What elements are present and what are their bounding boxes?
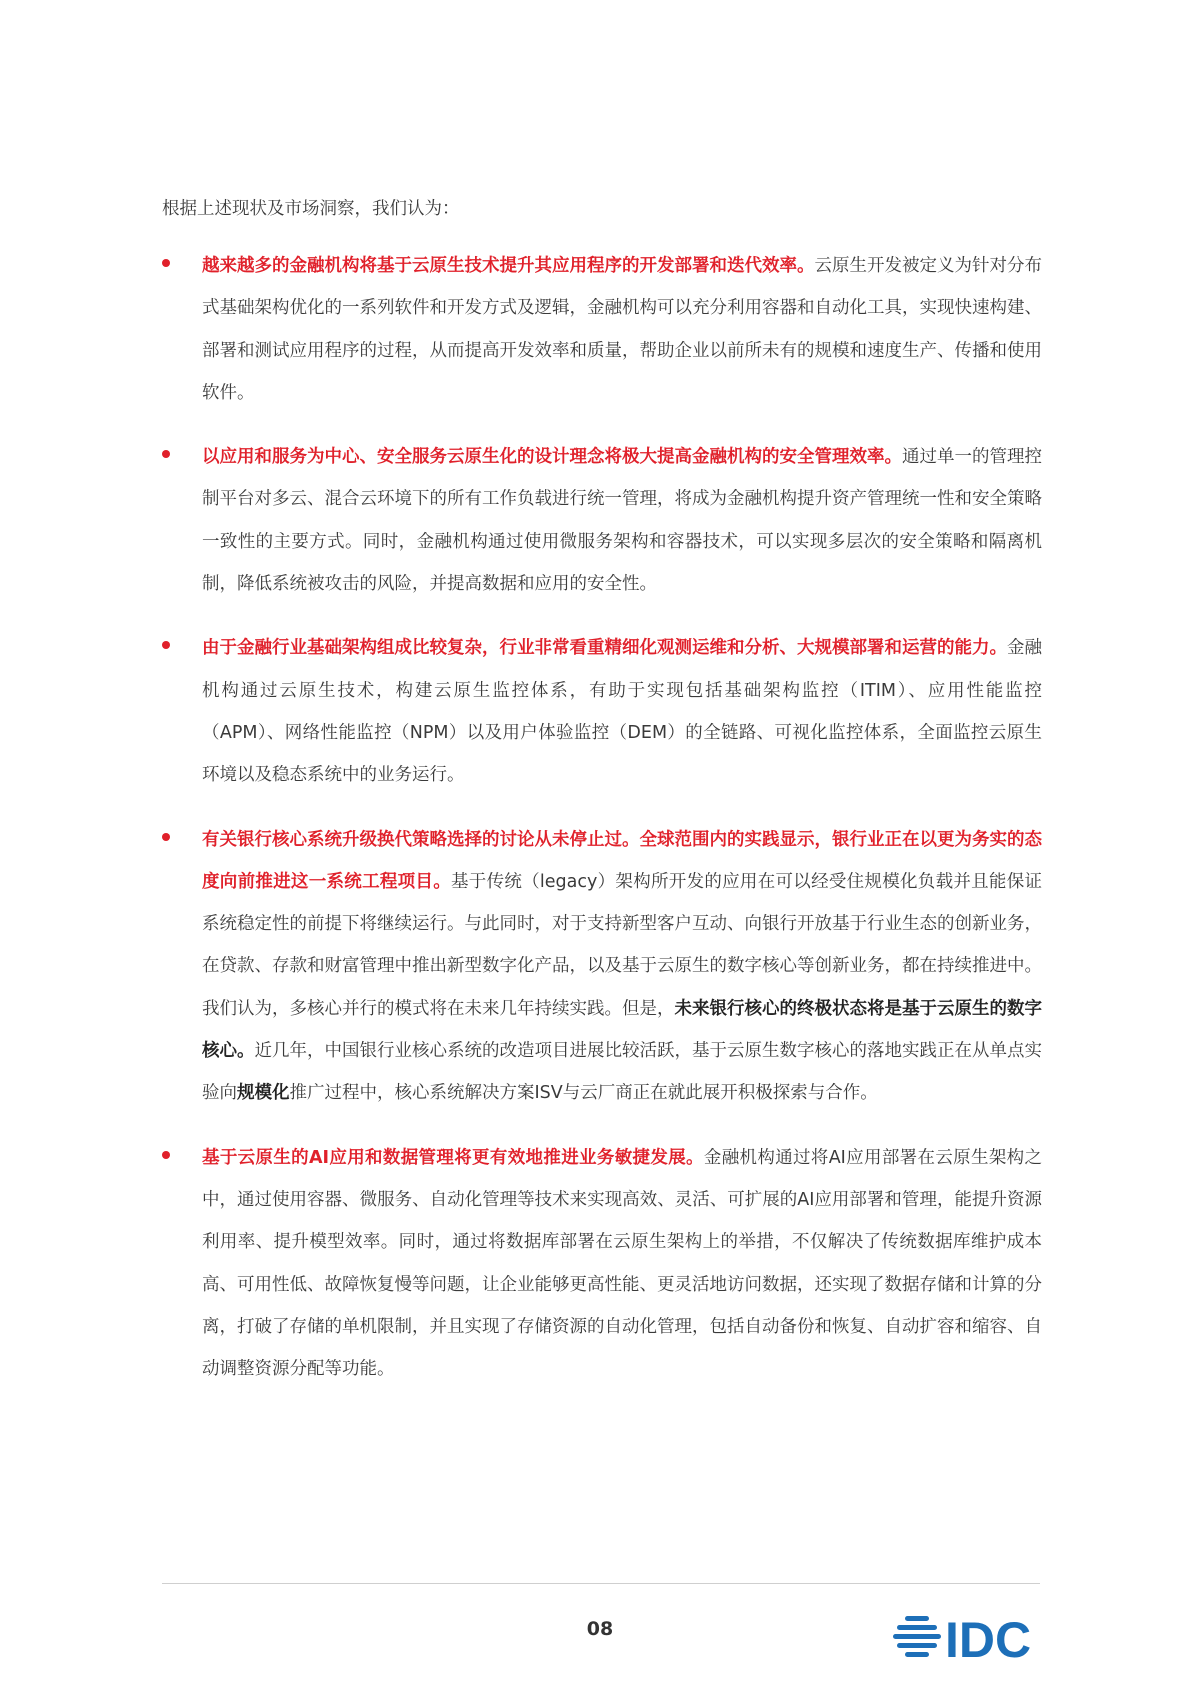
bullet-lead: 以应用和服务为中心、安全服务云原生化的设计理念将极大提高金融机构的安全管理效率。 [202,447,902,468]
bullet-emphasis: 规模化 [237,1083,290,1104]
bullet-body: 基于传统（legacy）架构所开发的应用在可以经受住规模化负载并且能保证系统稳定性的前提下将继续运行。与此同时，对于支持新型客户互动、向银行开放基于行业生态的创新业务，在贷款、存款和财富管理中推出新型数字化产品，以及基于云原生的数字核心等创新业务，都在持续推进中。我们认为，多核心并行的模式将在未来几年持续实践。但是， [202,871,1043,1019]
intro-text: 根据上述现状及市场洞察，我们认为： [162,199,460,219]
list-item [162,819,1042,1115]
bullet-dot-icon [162,833,170,841]
bullet-body: 通过单一的管理控制平台对多云、混合云环境下的所有工作负载进行统一管理，将成为金融机构提升资产管理统一性和安全策略一致性的主要方式。同时，金融机构通过使用微服务架构和容器技术，可以实现多层次的安全策略和隔离机制，降低系统被攻击的风险，并提高数据和应用的安全性。 [202,447,1042,595]
list-item [162,245,1042,414]
footer-divider [162,1583,1040,1584]
logo-text: IDC [945,1612,1032,1664]
bullet-body: 金融机构通过将AI应用部署在云原生架构之中，通过使用容器、微服务、自动化管理等技术来实现高效、灵活、可扩展的AI应用部署和管理，能提升资源利用率、提升模型效率。同时，通过将数据库部署在云原生架构上的举措，不仅解决了传统数据库维护成本高、可用性低、故障恢复慢等问题，让企业能够更高性能、更灵活地访问数据，还实现了数据存储和计算的分离，打破了存储的单机限制，并且实现了存储资源的自动化管理，包括自动备份和恢复、自动扩容和缩容、自动调整资源分配等功能。 [202,1147,1042,1380]
bullet-dot-icon [162,450,170,458]
list-item [162,1137,1042,1391]
bullet-emphasis: 未来银行核心的终极状态将是基于云原生的数字核心。 [202,998,1042,1062]
bullet-dot-icon [162,259,170,267]
page-number: 08 [586,1618,614,1640]
bullet-dot-icon [162,641,170,649]
insight-list [162,245,1042,1412]
bullet-dot-icon [162,1151,170,1159]
globe-icon [893,1616,941,1657]
bullet-lead: 由于金融行业基础架构组成比较复杂，行业非常看重精细化观测运维和分析、大规模部署和运营的能力。 [202,638,1007,659]
idc-logo [893,1610,1043,1664]
bullet-body: 金融机构通过云原生技术，构建云原生监控体系，有助于实现包括基础架构监控（ITIM）、应用性能监控（APM）、网络性能监控（NPM）以及用户体验监控（DEM）的全链路、可视化监控体系，全面监控云原生环境以及稳态系统中的业务运行。 [202,638,1042,786]
bullet-lead: 基于云原生的AI应用和数据管理将更有效地推进业务敏捷发展。 [202,1147,704,1168]
bullet-lead: 越来越多的金融机构将基于云原生技术提升其应用程序的开发部署和迭代效率。 [202,256,815,276]
bullet-body: 云原生开发被定义为针对分布式基础架构优化的一系列软件和开发方式及逻辑，金融机构可以充分利用容器和自动化工具，实现快速构建、部署和测试应用程序的过程，从而提高开发效率和质量，帮助企业以前所未有的规模和速度生产、传播和使用软件。 [202,256,1042,403]
list-item [162,627,1042,796]
list-item [162,436,1042,605]
bullet-body: 近几年，中国银行业核心系统的改造项目进展比较活跃，基于云原生数字核心的落地实践正在从单点实验向 [202,1041,1042,1104]
bullet-lead: 有关银行核心系统升级换代策略选择的讨论从未停止过。全球范围内的实践显示，银行业正在以更为务实的态度向前推进这一系统工程项目。 [202,829,1042,892]
bullet-body: 推广过程中，核心系统解决方案ISV与云厂商正在就此展开积极探索与合作。 [289,1083,878,1104]
